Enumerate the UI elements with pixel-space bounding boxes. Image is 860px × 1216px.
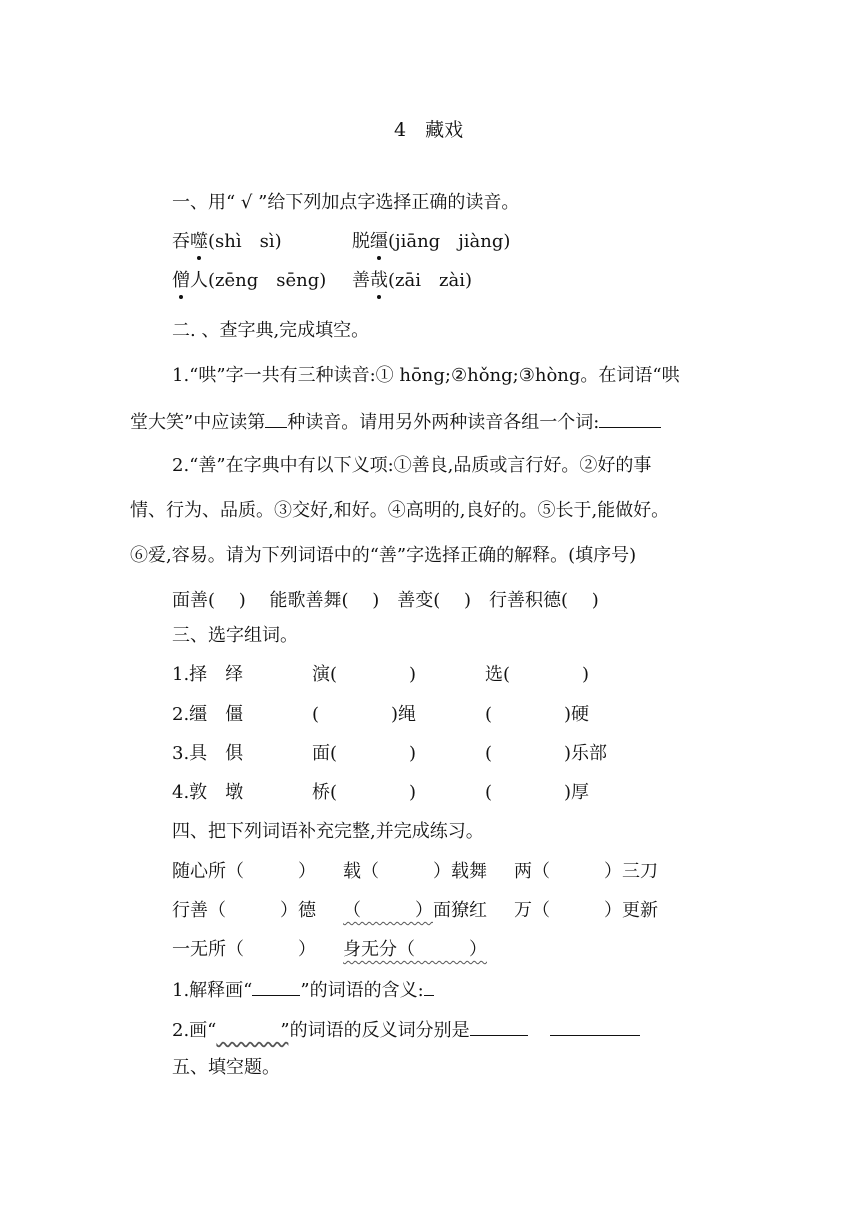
answer-blank[interactable] xyxy=(265,409,287,428)
word-row-chars: 4.敦 墩 xyxy=(172,782,244,803)
q4-2-text-b: ”的词语的反义词分别是 xyxy=(280,1020,470,1041)
question-2-1-line-1: 1.“哄”字一共有三种读音:① hōng;②hǒng;③hòng。在词语“哄 xyxy=(172,365,680,386)
idiom-blank: 一无所（ ） xyxy=(172,939,316,960)
section-3-heading: 三、选字组词。 xyxy=(172,625,298,646)
page-title: 4 藏戏 xyxy=(394,119,464,141)
question-2-2-line-3: ⑥爱,容易。请为下列词语中的“善”字选择正确的解释。(填序号) xyxy=(130,545,637,566)
idiom-blank-wavy xyxy=(343,899,487,923)
idiom-blank: 两（ ）三刀 xyxy=(514,861,658,882)
idiom-blank: 随心所（ ） xyxy=(172,861,316,882)
wavy-underline-sample xyxy=(216,1019,280,1037)
answer-blank[interactable] xyxy=(599,409,661,428)
word-row-blank-2: 选( ) xyxy=(485,664,590,685)
section-1-heading: 一、用“ √ ”给下列加点字选择正确的读音。 xyxy=(172,192,520,213)
idiom-tail: 面獠红 xyxy=(433,900,487,921)
item-3-options: 人(zēng sēng) xyxy=(190,270,327,291)
q4-1-text-b: ”的词语的含义: xyxy=(300,980,424,1001)
dotted-char: 哉 xyxy=(370,270,388,291)
q4-1-text-a: 1.解释画“ xyxy=(172,980,253,1001)
dotted-char: 僧 xyxy=(172,270,190,291)
wavy-underlined-idiom: 身无分（ ） xyxy=(343,939,487,960)
word-row-blank-1: 桥( ) xyxy=(312,782,417,803)
underline-sample xyxy=(252,977,300,996)
question-2-2-line-1: 2.“善”在字典中有以下义项:①善良,品质或言行好。②好的事 xyxy=(172,455,652,476)
item-4-prefix: 善 xyxy=(352,270,370,291)
q4-2-text-a: 2.画“ xyxy=(172,1020,217,1041)
question-2-2-line-2: 情、行为、品质。③交好,和好。④高明的,良好的。⑤长于,能做好。 xyxy=(130,500,670,521)
wavy-underlined-blank: （ ） xyxy=(343,900,433,921)
q2-1-text-a: 堂大笑”中应读第 xyxy=(130,412,266,433)
word-row-blank-2: ( )硬 xyxy=(485,704,590,725)
idiom-blank: 行善（ ）德 xyxy=(172,900,316,921)
idiom-blank: 万（ ）更新 xyxy=(514,900,658,921)
dotted-char: 噬 xyxy=(190,231,208,252)
item-1-prefix: 吞 xyxy=(172,231,190,252)
question-2-2-choices: 面善( ) 能歌善舞( ) 善变( ) 行善积德( ) xyxy=(172,590,599,611)
word-row-chars: 1.择 绎 xyxy=(172,664,244,685)
word-row-blank-2: ( )厚 xyxy=(485,782,590,803)
question-2-1-line-2 xyxy=(130,409,661,435)
section-2-heading: 二. 、查字典,完成填空。 xyxy=(172,320,370,341)
answer-blank[interactable] xyxy=(470,1017,528,1036)
item-1-options: (shì sì) xyxy=(208,231,282,252)
word-row-blank-2: ( )乐部 xyxy=(485,743,608,764)
pinyin-item-4 xyxy=(352,269,472,293)
word-row-blank-1: 面( ) xyxy=(312,743,417,764)
section-5-heading: 五、填空题。 xyxy=(172,1057,280,1078)
section-4-question-1 xyxy=(172,977,434,1003)
idiom-blank-wavy xyxy=(343,938,487,962)
section-4-heading: 四、把下列词语补充完整,并完成练习。 xyxy=(172,821,484,842)
item-4-options: (zāi zài) xyxy=(388,270,472,291)
section-4-question-2 xyxy=(172,1017,640,1043)
pinyin-item-3 xyxy=(172,269,326,293)
answer-blank[interactable] xyxy=(550,1017,640,1036)
word-row-chars: 3.具 俱 xyxy=(172,743,244,764)
idiom-blank: 载（ ）载舞 xyxy=(343,861,487,882)
item-2-options: (jiāng jiàng) xyxy=(388,231,511,252)
pinyin-item-2 xyxy=(352,230,510,254)
pinyin-item-1 xyxy=(172,230,282,254)
q2-1-text-b: 种读音。请用另外两种读音各组一个词: xyxy=(287,412,600,433)
word-row-blank-1: 演( ) xyxy=(312,664,417,685)
dotted-char: 缰 xyxy=(370,231,388,252)
item-2-prefix: 脱 xyxy=(352,231,370,252)
word-row-chars: 2.缰 僵 xyxy=(172,704,244,725)
word-row-blank-1: ( )绳 xyxy=(312,704,417,725)
answer-blank[interactable] xyxy=(424,977,434,996)
